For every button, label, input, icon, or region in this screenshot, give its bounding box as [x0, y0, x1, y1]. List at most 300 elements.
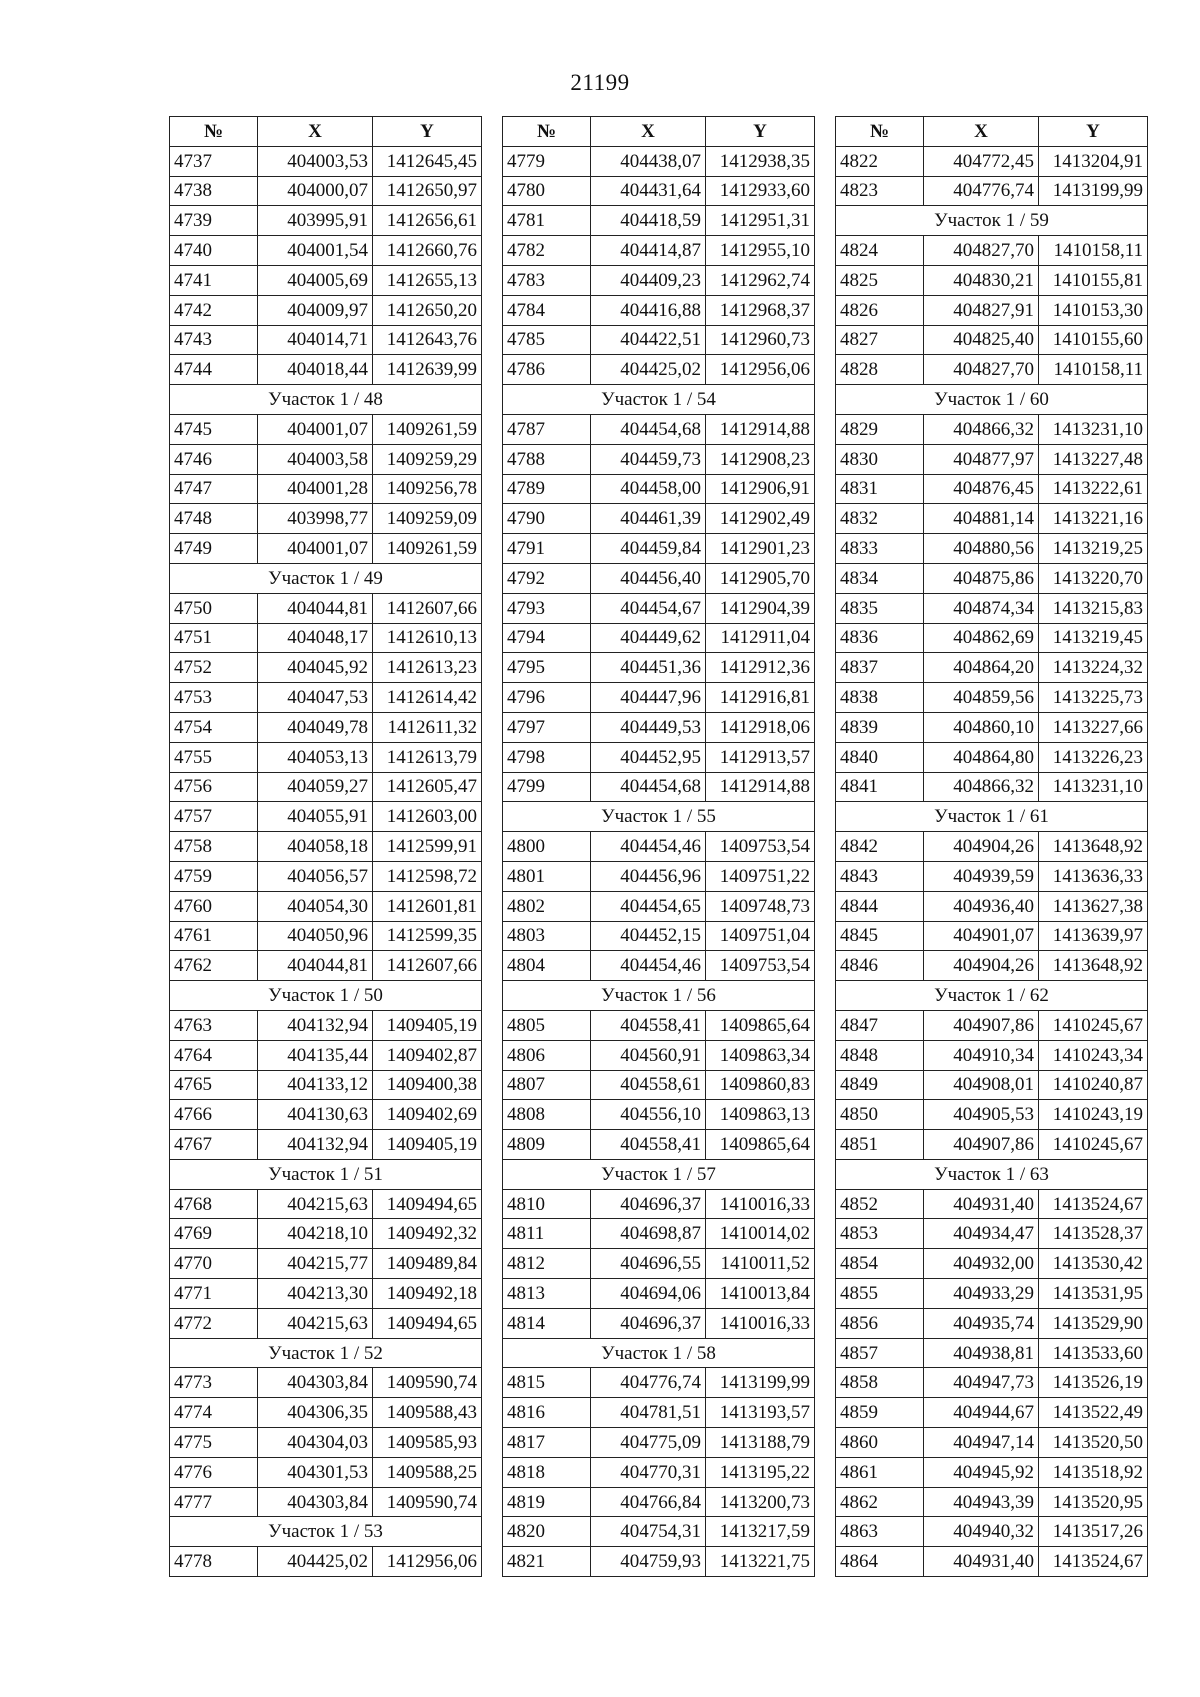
- y-coordinate: 1412918,06: [706, 712, 815, 742]
- y-coordinate: 1409261,59: [373, 534, 482, 564]
- x-coordinate: 404130,63: [258, 1100, 373, 1130]
- point-number: 4835: [836, 593, 924, 623]
- y-coordinate: 1412914,88: [706, 772, 815, 802]
- table-row: [836, 742, 1148, 772]
- y-coordinate: 1412613,79: [373, 742, 482, 772]
- table-row: [503, 414, 815, 444]
- y-coordinate: 1413528,37: [1039, 1219, 1148, 1249]
- point-number: 4742: [170, 295, 258, 325]
- point-number: 4816: [503, 1398, 591, 1428]
- x-coordinate: 404416,88: [591, 295, 706, 325]
- x-coordinate: 404932,00: [924, 1249, 1039, 1279]
- table-row: [836, 355, 1148, 385]
- coordinates-table-2: [502, 116, 815, 1577]
- x-coordinate: 404009,97: [258, 295, 373, 325]
- table-row: [836, 1487, 1148, 1517]
- point-number: 4756: [170, 772, 258, 802]
- point-number: 4755: [170, 742, 258, 772]
- y-coordinate: 1409259,29: [373, 444, 482, 474]
- x-coordinate: 404133,12: [258, 1070, 373, 1100]
- table-row: [170, 1428, 482, 1458]
- y-coordinate: 1410155,60: [1039, 325, 1148, 355]
- y-coordinate: 1412956,06: [706, 355, 815, 385]
- x-coordinate: 404862,69: [924, 623, 1039, 653]
- point-number: 4861: [836, 1457, 924, 1487]
- section-row: [503, 1338, 815, 1368]
- point-number: 4855: [836, 1279, 924, 1309]
- x-coordinate: 404132,94: [258, 1130, 373, 1160]
- table-row: [503, 355, 815, 385]
- x-coordinate: 404218,10: [258, 1219, 373, 1249]
- y-coordinate: 1412599,35: [373, 921, 482, 951]
- table-row: [170, 414, 482, 444]
- table-row: [836, 265, 1148, 295]
- point-number: 4761: [170, 921, 258, 951]
- section-row: [836, 385, 1148, 415]
- header-y: Y: [706, 117, 815, 147]
- x-coordinate: 404560,91: [591, 1040, 706, 1070]
- y-coordinate: 1413199,99: [1039, 176, 1148, 206]
- point-number: 4777: [170, 1487, 258, 1517]
- table-row: [170, 712, 482, 742]
- x-coordinate: 404776,74: [924, 176, 1039, 206]
- point-number: 4851: [836, 1130, 924, 1160]
- y-coordinate: 1409492,18: [373, 1279, 482, 1309]
- coordinates-table-3: [835, 116, 1148, 1577]
- y-coordinate: 1413204,91: [1039, 146, 1148, 176]
- point-number: 4743: [170, 325, 258, 355]
- y-coordinate: 1410153,30: [1039, 295, 1148, 325]
- table-row: [836, 1308, 1148, 1338]
- point-number: 4825: [836, 265, 924, 295]
- point-number: 4832: [836, 504, 924, 534]
- page-number: 21199: [570, 70, 630, 95]
- table-row: [170, 504, 482, 534]
- y-coordinate: 1413217,59: [706, 1517, 815, 1547]
- point-number: 4807: [503, 1070, 591, 1100]
- y-coordinate: 1409751,22: [706, 861, 815, 891]
- y-coordinate: 1412643,76: [373, 325, 482, 355]
- table-row: [836, 891, 1148, 921]
- point-number: 4765: [170, 1070, 258, 1100]
- table-row: [170, 1368, 482, 1398]
- table-row: [503, 265, 815, 295]
- x-coordinate: 404452,15: [591, 921, 706, 951]
- header-x: X: [258, 117, 373, 147]
- x-coordinate: 404456,96: [591, 861, 706, 891]
- x-coordinate: 404132,94: [258, 1010, 373, 1040]
- table-row: [836, 474, 1148, 504]
- y-coordinate: 1412655,13: [373, 265, 482, 295]
- table-row: [503, 951, 815, 981]
- point-number: 4858: [836, 1368, 924, 1398]
- x-coordinate: 404901,07: [924, 921, 1039, 951]
- table-row: [836, 1189, 1148, 1219]
- x-coordinate: 404558,41: [591, 1130, 706, 1160]
- x-coordinate: 404907,86: [924, 1130, 1039, 1160]
- table-row: [170, 444, 482, 474]
- point-number: 4776: [170, 1457, 258, 1487]
- y-coordinate: 1412951,31: [706, 206, 815, 236]
- table-row: [836, 653, 1148, 683]
- section-row: [170, 1517, 482, 1547]
- point-number: 4864: [836, 1547, 924, 1577]
- table-row: [503, 444, 815, 474]
- header-x: X: [924, 117, 1039, 147]
- point-number: 4749: [170, 534, 258, 564]
- section-row: [170, 563, 482, 593]
- point-number: 4744: [170, 355, 258, 385]
- table-row: [503, 653, 815, 683]
- point-number: 4842: [836, 832, 924, 862]
- y-coordinate: 1409748,73: [706, 891, 815, 921]
- section-row: [836, 981, 1148, 1011]
- point-number: 4813: [503, 1279, 591, 1309]
- y-coordinate: 1410243,34: [1039, 1040, 1148, 1070]
- x-coordinate: 403995,91: [258, 206, 373, 236]
- x-coordinate: 404775,09: [591, 1428, 706, 1458]
- point-number: 4739: [170, 206, 258, 236]
- x-coordinate: 404461,39: [591, 504, 706, 534]
- y-coordinate: 1409865,64: [706, 1130, 815, 1160]
- table-row: [503, 325, 815, 355]
- table-row: [503, 474, 815, 504]
- section-row: [503, 1159, 815, 1189]
- x-coordinate: 404303,84: [258, 1368, 373, 1398]
- x-coordinate: 404866,32: [924, 772, 1039, 802]
- y-coordinate: 1413524,67: [1039, 1547, 1148, 1577]
- table-row: [170, 1279, 482, 1309]
- y-coordinate: 1410013,84: [706, 1279, 815, 1309]
- y-coordinate: 1409494,65: [373, 1189, 482, 1219]
- y-coordinate: 1412912,36: [706, 653, 815, 683]
- table-row: [503, 1279, 815, 1309]
- x-coordinate: 404864,20: [924, 653, 1039, 683]
- point-number: 4846: [836, 951, 924, 981]
- table-row: [170, 236, 482, 266]
- point-number: 4810: [503, 1189, 591, 1219]
- point-number: 4785: [503, 325, 591, 355]
- y-coordinate: 1410158,11: [1039, 236, 1148, 266]
- x-coordinate: 404938,81: [924, 1338, 1039, 1368]
- y-coordinate: 1412938,35: [706, 146, 815, 176]
- table-row: [503, 295, 815, 325]
- table-row: [503, 563, 815, 593]
- table-row: [836, 563, 1148, 593]
- y-coordinate: 1412614,42: [373, 683, 482, 713]
- table-row: [836, 1249, 1148, 1279]
- table-row: [836, 146, 1148, 176]
- x-coordinate: 404881,14: [924, 504, 1039, 534]
- y-coordinate: 1409753,54: [706, 951, 815, 981]
- y-coordinate: 1413200,73: [706, 1487, 815, 1517]
- table-header-row: [836, 117, 1148, 147]
- x-coordinate: 404454,68: [591, 772, 706, 802]
- point-number: 4768: [170, 1189, 258, 1219]
- point-number: 4770: [170, 1249, 258, 1279]
- y-coordinate: 1413224,32: [1039, 653, 1148, 683]
- table-row: [503, 1487, 815, 1517]
- y-coordinate: 1409860,83: [706, 1070, 815, 1100]
- point-number: 4793: [503, 593, 591, 623]
- section-title: Участок 1 / 49: [170, 563, 482, 593]
- point-number: 4764: [170, 1040, 258, 1070]
- x-coordinate: 404438,07: [591, 146, 706, 176]
- y-coordinate: 1412962,74: [706, 265, 815, 295]
- x-coordinate: 404454,68: [591, 414, 706, 444]
- x-coordinate: 404044,81: [258, 593, 373, 623]
- table-row: [503, 1428, 815, 1458]
- point-number: 4852: [836, 1189, 924, 1219]
- table-row: [836, 593, 1148, 623]
- point-number: 4745: [170, 414, 258, 444]
- y-coordinate: 1412598,72: [373, 861, 482, 891]
- point-number: 4800: [503, 832, 591, 862]
- section-title: Участок 1 / 54: [503, 385, 815, 415]
- point-number: 4789: [503, 474, 591, 504]
- table-row: [170, 1100, 482, 1130]
- table-row: [170, 593, 482, 623]
- x-coordinate: 404044,81: [258, 951, 373, 981]
- point-number: 4826: [836, 295, 924, 325]
- table-row: [170, 1010, 482, 1040]
- x-coordinate: 404458,00: [591, 474, 706, 504]
- x-coordinate: 404875,86: [924, 563, 1039, 593]
- x-coordinate: 404759,93: [591, 1547, 706, 1577]
- x-coordinate: 404304,03: [258, 1428, 373, 1458]
- point-number: 4752: [170, 653, 258, 683]
- x-coordinate: 404945,92: [924, 1457, 1039, 1487]
- point-number: 4737: [170, 146, 258, 176]
- point-number: 4750: [170, 593, 258, 623]
- table-row: [170, 1070, 482, 1100]
- section-row: [170, 385, 482, 415]
- table-row: [836, 623, 1148, 653]
- y-coordinate: 1413227,66: [1039, 712, 1148, 742]
- x-coordinate: 404003,58: [258, 444, 373, 474]
- y-coordinate: 1409751,04: [706, 921, 815, 951]
- point-number: 4801: [503, 861, 591, 891]
- point-number: 4827: [836, 325, 924, 355]
- table-row: [503, 891, 815, 921]
- x-coordinate: 404431,64: [591, 176, 706, 206]
- header-y: Y: [1039, 117, 1148, 147]
- x-coordinate: 404000,07: [258, 176, 373, 206]
- y-coordinate: 1412639,99: [373, 355, 482, 385]
- table-row: [170, 951, 482, 981]
- point-number: 4829: [836, 414, 924, 444]
- y-coordinate: 1413225,73: [1039, 683, 1148, 713]
- x-coordinate: 404907,86: [924, 1010, 1039, 1040]
- table-row: [503, 206, 815, 236]
- x-coordinate: 404050,96: [258, 921, 373, 951]
- x-coordinate: 404947,73: [924, 1368, 1039, 1398]
- table-row: [836, 236, 1148, 266]
- y-coordinate: 1409259,09: [373, 504, 482, 534]
- y-coordinate: 1412955,10: [706, 236, 815, 266]
- x-coordinate: 404754,31: [591, 1517, 706, 1547]
- table-row: [170, 1130, 482, 1160]
- x-coordinate: 404905,53: [924, 1100, 1039, 1130]
- y-coordinate: 1412914,88: [706, 414, 815, 444]
- x-coordinate: 404940,32: [924, 1517, 1039, 1547]
- point-number: 4811: [503, 1219, 591, 1249]
- y-coordinate: 1410158,11: [1039, 355, 1148, 385]
- y-coordinate: 1409588,43: [373, 1398, 482, 1428]
- y-coordinate: 1413639,97: [1039, 921, 1148, 951]
- y-coordinate: 1412610,13: [373, 623, 482, 653]
- table-row: [503, 1189, 815, 1219]
- point-number: 4848: [836, 1040, 924, 1070]
- y-coordinate: 1412650,20: [373, 295, 482, 325]
- y-coordinate: 1409400,38: [373, 1070, 482, 1100]
- table-row: [836, 712, 1148, 742]
- point-number: 4748: [170, 504, 258, 534]
- section-title: Участок 1 / 57: [503, 1159, 815, 1189]
- point-number: 4837: [836, 653, 924, 683]
- table-row: [170, 921, 482, 951]
- section-title: Участок 1 / 58: [503, 1338, 815, 1368]
- x-coordinate: 404005,69: [258, 265, 373, 295]
- table-row: [836, 1279, 1148, 1309]
- x-coordinate: 404859,56: [924, 683, 1039, 713]
- point-number: 4836: [836, 623, 924, 653]
- section-title: Участок 1 / 55: [503, 802, 815, 832]
- table-row: [836, 176, 1148, 206]
- x-coordinate: 404454,65: [591, 891, 706, 921]
- y-coordinate: 1413520,50: [1039, 1428, 1148, 1458]
- y-coordinate: 1413524,67: [1039, 1189, 1148, 1219]
- table-row: [170, 534, 482, 564]
- point-number: 4791: [503, 534, 591, 564]
- x-coordinate: 404944,67: [924, 1398, 1039, 1428]
- x-coordinate: 404001,28: [258, 474, 373, 504]
- x-coordinate: 404425,02: [258, 1547, 373, 1577]
- x-coordinate: 404827,70: [924, 236, 1039, 266]
- y-coordinate: 1409863,13: [706, 1100, 815, 1130]
- table-row: [170, 325, 482, 355]
- point-number: 4844: [836, 891, 924, 921]
- table-row: [503, 1010, 815, 1040]
- y-coordinate: 1409261,59: [373, 414, 482, 444]
- x-coordinate: 404936,40: [924, 891, 1039, 921]
- header-x: X: [591, 117, 706, 147]
- x-coordinate: 404018,44: [258, 355, 373, 385]
- x-coordinate: 404418,59: [591, 206, 706, 236]
- point-number: 4839: [836, 712, 924, 742]
- y-coordinate: 1409402,87: [373, 1040, 482, 1070]
- y-coordinate: 1412960,73: [706, 325, 815, 355]
- y-coordinate: 1413222,61: [1039, 474, 1148, 504]
- x-coordinate: 404045,92: [258, 653, 373, 683]
- header-number: №: [836, 117, 924, 147]
- y-coordinate: 1412905,70: [706, 563, 815, 593]
- x-coordinate: 404696,55: [591, 1249, 706, 1279]
- section-title: Участок 1 / 56: [503, 981, 815, 1011]
- table-row: [836, 1070, 1148, 1100]
- table-row: [503, 1457, 815, 1487]
- y-coordinate: 1410011,52: [706, 1249, 815, 1279]
- table-row: [503, 772, 815, 802]
- table-row: [503, 504, 815, 534]
- x-coordinate: 404904,26: [924, 951, 1039, 981]
- y-coordinate: 1409405,19: [373, 1130, 482, 1160]
- table-row: [503, 832, 815, 862]
- point-number: 4781: [503, 206, 591, 236]
- table-row: [170, 176, 482, 206]
- x-coordinate: 404459,84: [591, 534, 706, 564]
- table-row: [170, 474, 482, 504]
- table-row: [836, 534, 1148, 564]
- point-number: 4817: [503, 1428, 591, 1458]
- x-coordinate: 404001,54: [258, 236, 373, 266]
- table-row: [170, 802, 482, 832]
- y-coordinate: 1410245,67: [1039, 1010, 1148, 1040]
- section-row: [170, 981, 482, 1011]
- point-number: 4746: [170, 444, 258, 474]
- y-coordinate: 1413520,95: [1039, 1487, 1148, 1517]
- x-coordinate: 404047,53: [258, 683, 373, 713]
- x-coordinate: 404947,14: [924, 1428, 1039, 1458]
- section-title: Участок 1 / 50: [170, 981, 482, 1011]
- x-coordinate: 404449,53: [591, 712, 706, 742]
- x-coordinate: 404306,35: [258, 1398, 373, 1428]
- table-row: [170, 772, 482, 802]
- x-coordinate: 404770,31: [591, 1457, 706, 1487]
- table-row: [170, 623, 482, 653]
- point-number: 4853: [836, 1219, 924, 1249]
- y-coordinate: 1413522,49: [1039, 1398, 1148, 1428]
- y-coordinate: 1413219,45: [1039, 623, 1148, 653]
- table-row: [836, 1040, 1148, 1070]
- point-number: 4775: [170, 1428, 258, 1458]
- y-coordinate: 1410016,33: [706, 1189, 815, 1219]
- point-number: 4772: [170, 1308, 258, 1338]
- x-coordinate: 404860,10: [924, 712, 1039, 742]
- table-row: [503, 1517, 815, 1547]
- x-coordinate: 404003,53: [258, 146, 373, 176]
- y-coordinate: 1412913,57: [706, 742, 815, 772]
- point-number: 4823: [836, 176, 924, 206]
- point-number: 4751: [170, 623, 258, 653]
- table-row: [170, 295, 482, 325]
- point-number: 4857: [836, 1338, 924, 1368]
- y-coordinate: 1413531,95: [1039, 1279, 1148, 1309]
- y-coordinate: 1412911,04: [706, 623, 815, 653]
- y-coordinate: 1412904,39: [706, 593, 815, 623]
- table-row: [503, 1100, 815, 1130]
- x-coordinate: 404931,40: [924, 1189, 1039, 1219]
- table-row: [170, 355, 482, 385]
- y-coordinate: 1410155,81: [1039, 265, 1148, 295]
- y-coordinate: 1413215,83: [1039, 593, 1148, 623]
- section-row: [503, 802, 815, 832]
- point-number: 4786: [503, 355, 591, 385]
- section-row: [170, 1338, 482, 1368]
- y-coordinate: 1413517,26: [1039, 1517, 1148, 1547]
- y-coordinate: 1413221,16: [1039, 504, 1148, 534]
- table-row: [836, 832, 1148, 862]
- point-number: 4834: [836, 563, 924, 593]
- point-number: 4812: [503, 1249, 591, 1279]
- y-coordinate: 1409588,25: [373, 1457, 482, 1487]
- point-number: 4840: [836, 742, 924, 772]
- point-number: 4854: [836, 1249, 924, 1279]
- y-coordinate: 1412906,91: [706, 474, 815, 504]
- point-number: 4763: [170, 1010, 258, 1040]
- y-coordinate: 1413636,33: [1039, 861, 1148, 891]
- x-coordinate: 404456,40: [591, 563, 706, 593]
